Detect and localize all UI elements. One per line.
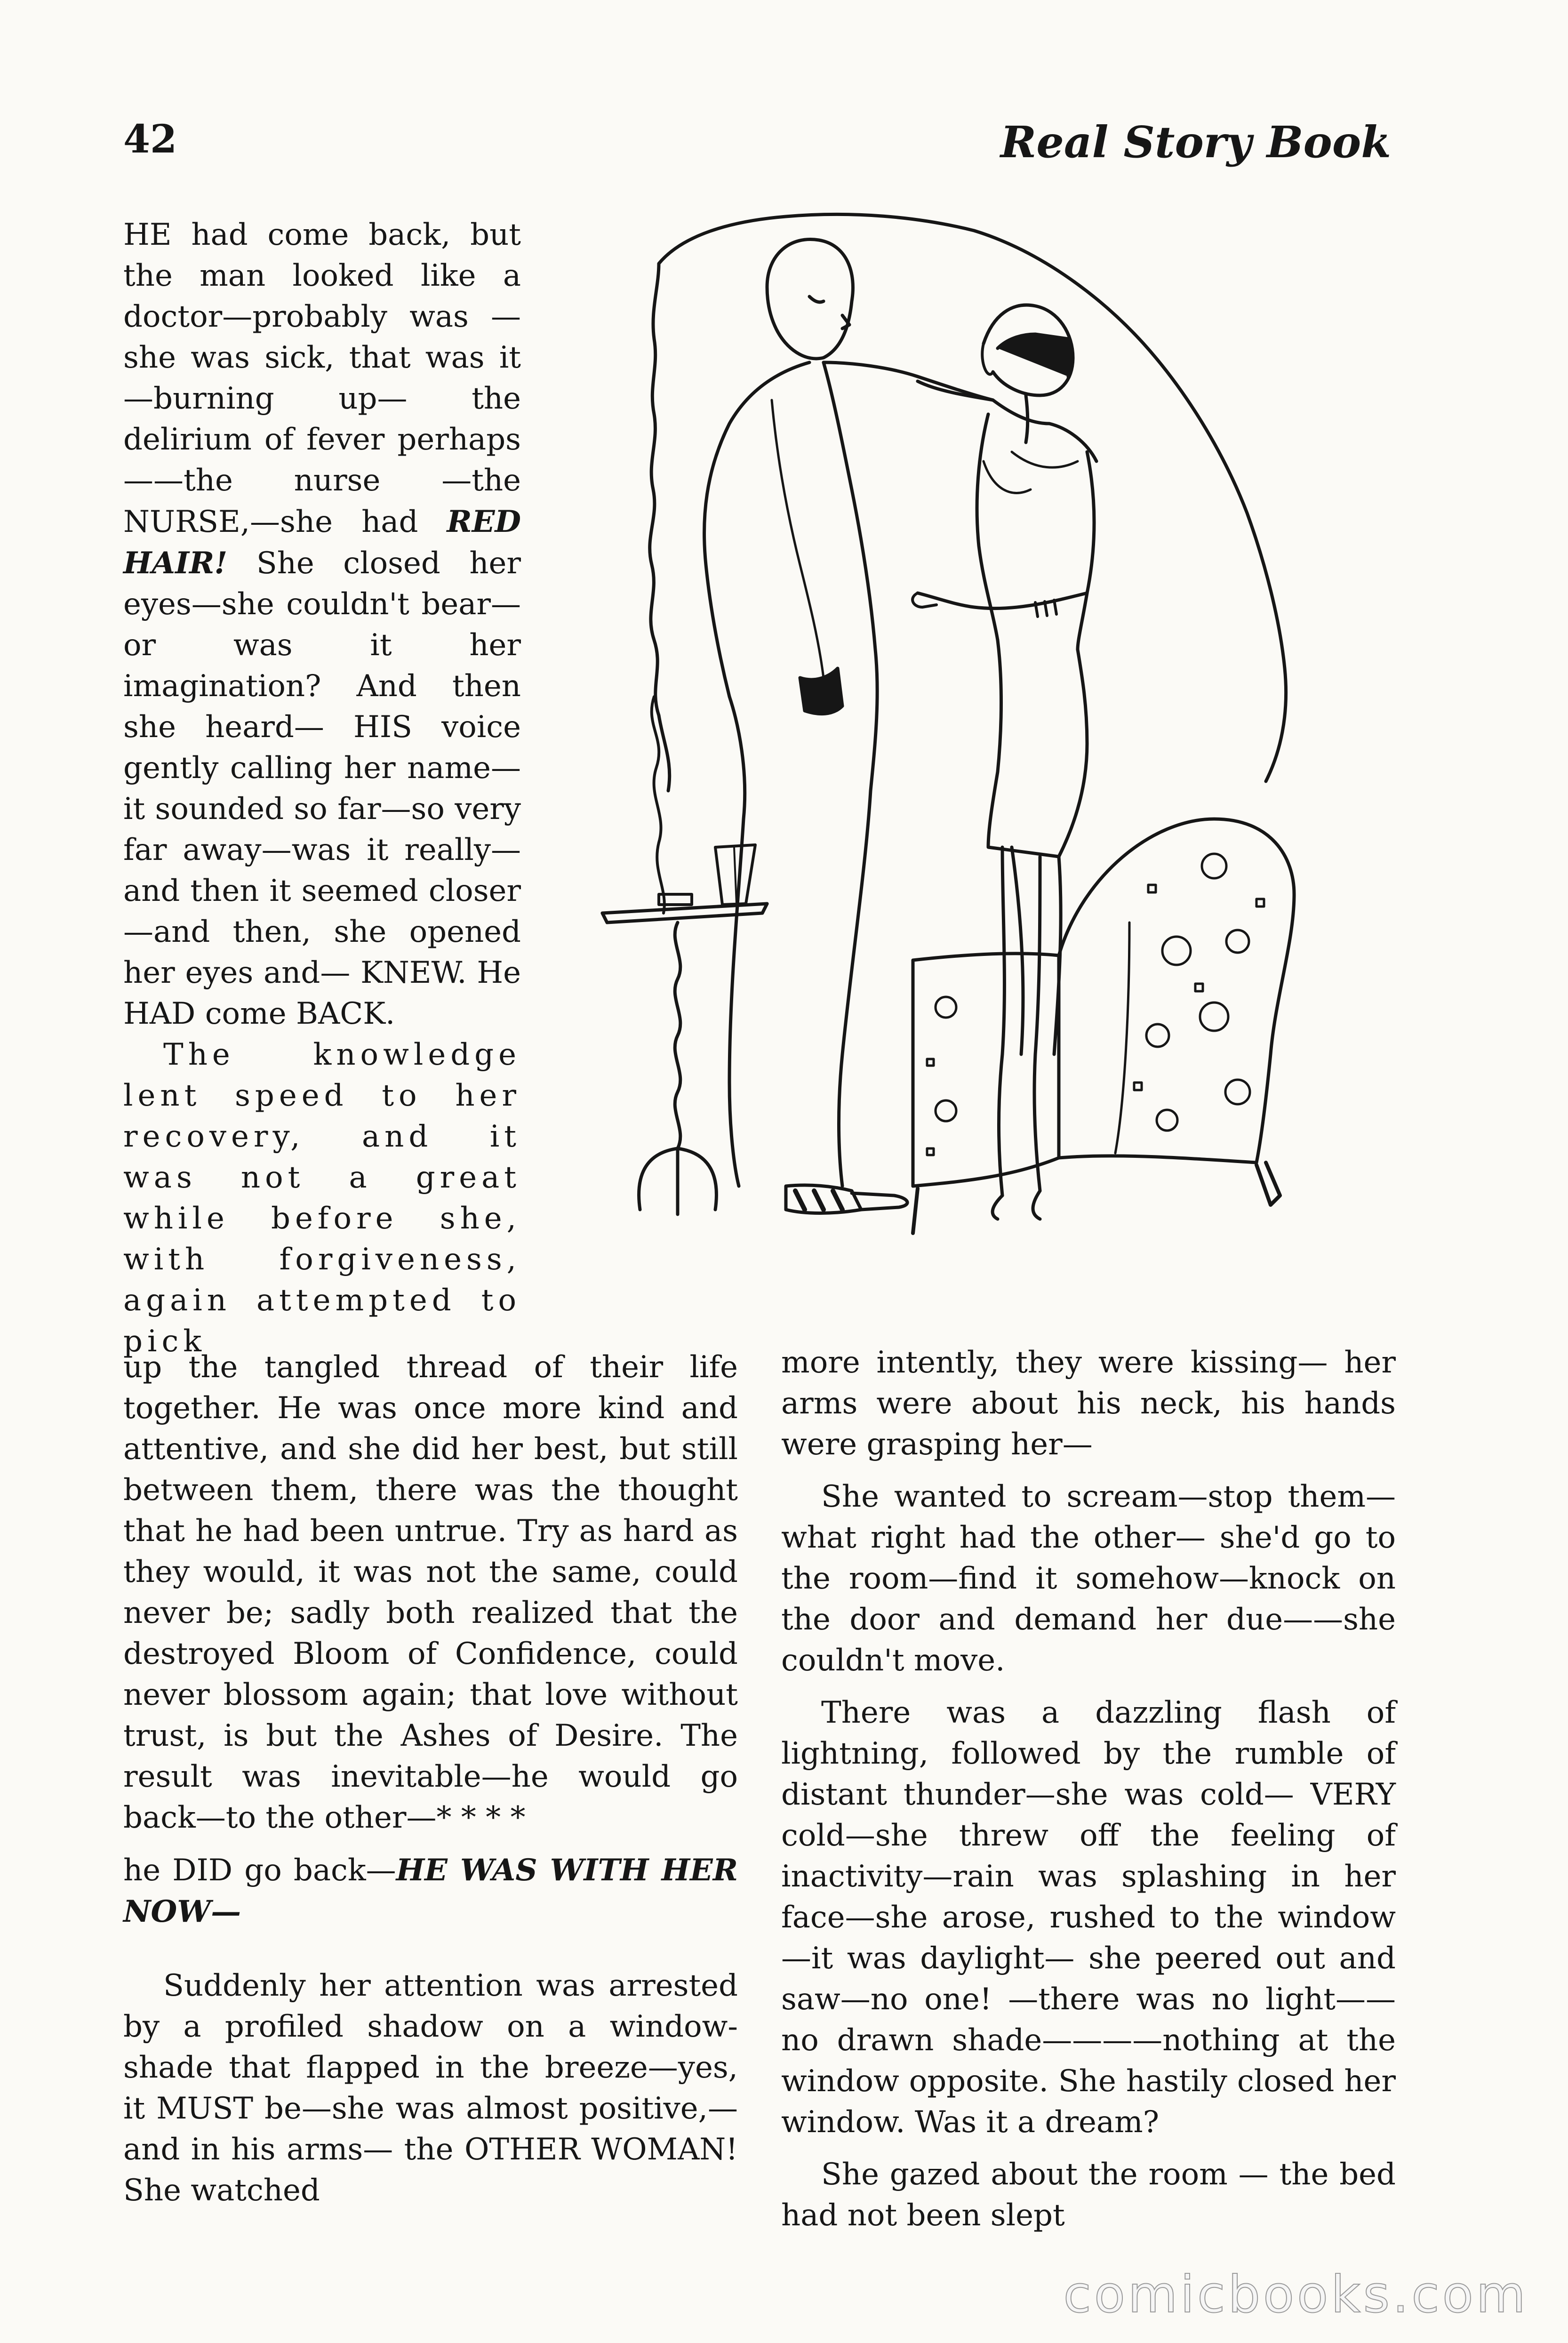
- site-watermark: comicbooks.com: [1063, 2265, 1528, 2324]
- paragraph: She wanted to scream—stop them—what right had the other— she'd go to the room—find it somehow—knock on the door and demand her due——she couldn't move.: [781, 1479, 1396, 1678]
- paragraph: more intently, they were kissing— her arms were about his neck, his hands were grasping her—: [781, 1345, 1396, 1462]
- paragraph: [123, 1850, 738, 1933]
- woman-figure: [912, 305, 1096, 1219]
- paragraph: She gazed about the room — the bed had not been slept: [781, 2157, 1396, 2233]
- text-run: She closed her eyes—she couldn't bear—or was it her imagination? And then she heard— HIS voice gently calling her name—it sounded so far—so very far away—was it really— and then it seemed closer—and then, she opened her eyes and— KNEW. He HAD come BACK.: [123, 546, 521, 1031]
- text-run: he DID go back—: [123, 1853, 396, 1888]
- page-number: 42: [123, 117, 177, 162]
- paragraph: [123, 215, 521, 1035]
- running-title: Real Story Book: [1000, 117, 1391, 168]
- text-run: HE had come back, but the man looked like a doctor—probably was —she was sick, that was it—burning up— the delirium of fever perhaps——the nurse —the NURSE,—she had: [123, 217, 521, 539]
- emphasis-text: HE WAS WITH HER NOW—: [123, 1853, 738, 1929]
- armchair: [913, 819, 1294, 1233]
- couple-illustration: [588, 207, 1416, 1280]
- story-column-left: [123, 1347, 738, 2211]
- paragraph: [123, 1035, 521, 1362]
- story-column-narrow: [123, 215, 521, 1362]
- paragraph: Suddenly her attention was arrested by a profiled shadow on a window-shade that flapped in the breeze—yes, it MUST be—she was almost positive,—and in his arms— the OTHER WOMAN! She watched: [123, 1968, 738, 2208]
- text-run: The knowledge lent speed to her recovery, and it was not a great while before she, with forgiveness, again attempted to pick: [123, 1037, 521, 1359]
- emphasis-text: RED HAIR!: [123, 504, 521, 581]
- scalloped-frame: [650, 214, 1286, 791]
- man-figure: [704, 239, 993, 1213]
- story-column-right: [781, 1342, 1396, 2236]
- paragraph: up the tangled thread of their life together. He was once more kind and attentive, and she did her best, but still between them, there was the thought that he had been untrue. Try as hard as they would, it was not the same, could never be; sadly both realized that the destroyed Bloom of Confidence, could never blossom again; that love without trust, is but the Ashes of Desire. The result was inevitable—he would go back—to the other—* * * *: [123, 1350, 738, 1835]
- paragraph: There was a dazzling flash of lightning, followed by the rumble of distant thunder—she was cold— VERY cold—she threw off the feeling of inactivity—rain was splashing in her face—she arose, rushed to the window—it was daylight— she peered out and saw—no one! —there was no light——no drawn shade————nothing at the window opposite. She hastily closed her window. Was it a dream?: [781, 1695, 1396, 2140]
- side-table: [602, 845, 767, 1214]
